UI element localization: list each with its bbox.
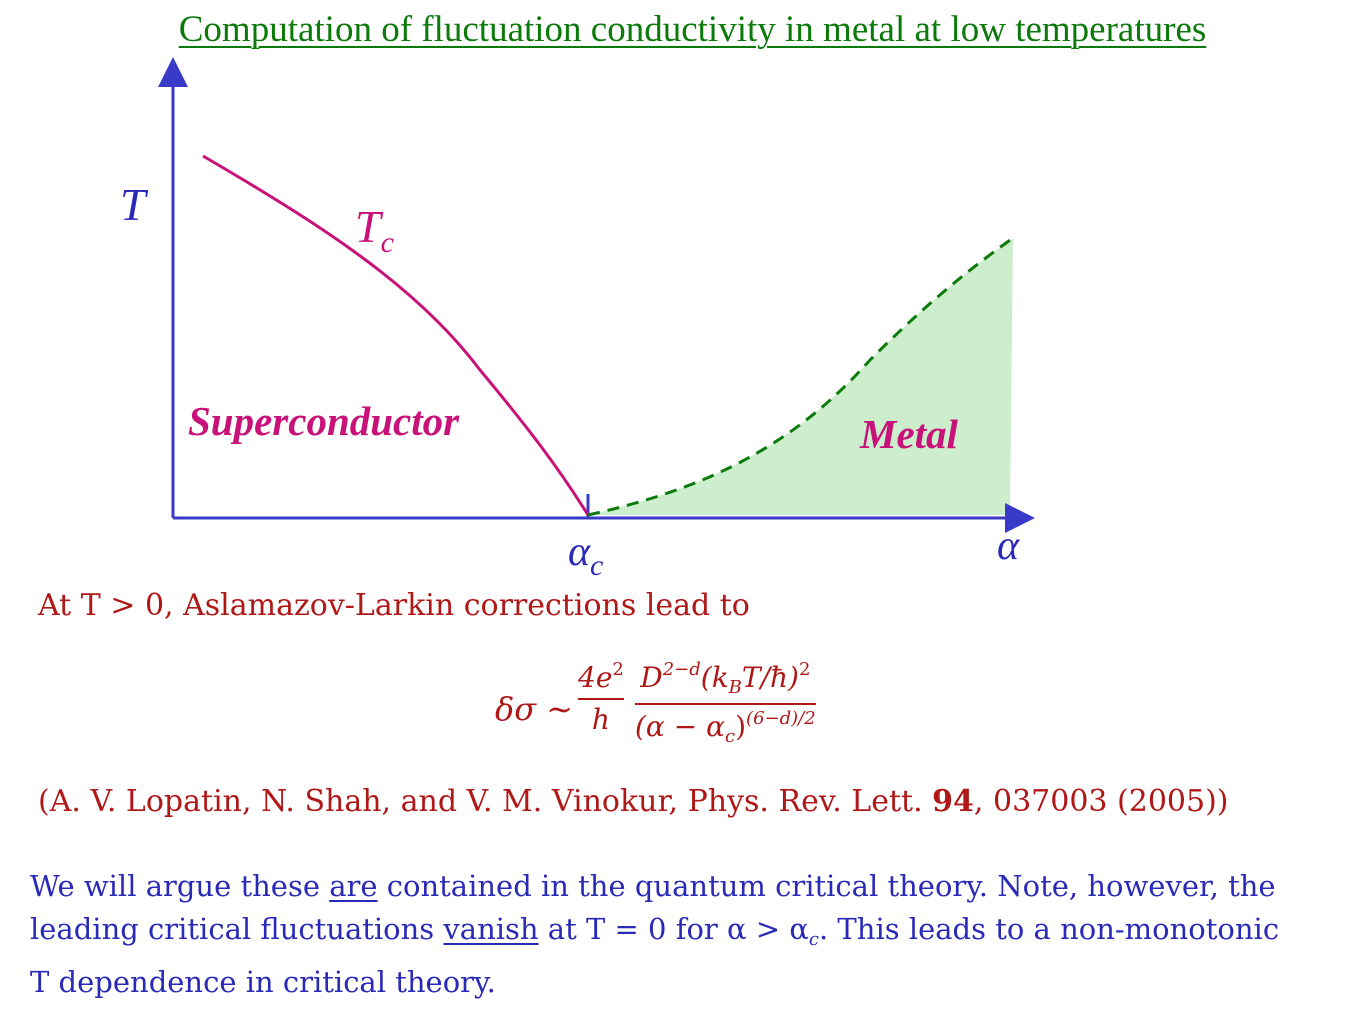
x-axis-label: α — [997, 523, 1020, 569]
metal-region-fill — [588, 238, 1013, 515]
tc-curve — [203, 156, 588, 515]
tc-curve-label: $T_c$ — [355, 201, 394, 259]
citation: (A. V. Lopatin, N. Shah, and V. M. Vinokur, Phys. Rev. Lett. 94, 037003 (2005)) — [38, 784, 1229, 819]
y-axis-label: T — [120, 179, 146, 230]
note-paragraph — [30, 865, 1320, 1004]
note-line-3: T dependence in critical theory. — [30, 965, 496, 999]
formula-fraction-prefactor: $4e^2$ h — [578, 659, 624, 737]
intro-text: At T > 0, Aslamazov-Larkin corrections lead to — [38, 588, 750, 623]
slide-title: Computation of fluctuation conductivity in metal at low temperatures — [178, 9, 1207, 50]
note-line-2: leading critical fluctuations vanish at T = 0 for $\alpha > \alpha_c$. This leads to a non-monotonic — [30, 912, 1280, 950]
formula-lhs: δσ ∼ — [495, 690, 574, 728]
metal-region-label: Metal — [860, 411, 958, 457]
note-line-1: We will argue these are contained in the quantum critical theory. Note, however, the — [30, 869, 1276, 903]
formula-fraction-main: $D^{2-d}(k_BT/ħ)^2$ $(\alpha - \alpha_c)^{(6-d)/2}$ — [635, 659, 816, 747]
superconductor-region-label: Superconductor — [188, 398, 460, 444]
critical-point-label: $\alpha_c$ — [568, 529, 604, 582]
